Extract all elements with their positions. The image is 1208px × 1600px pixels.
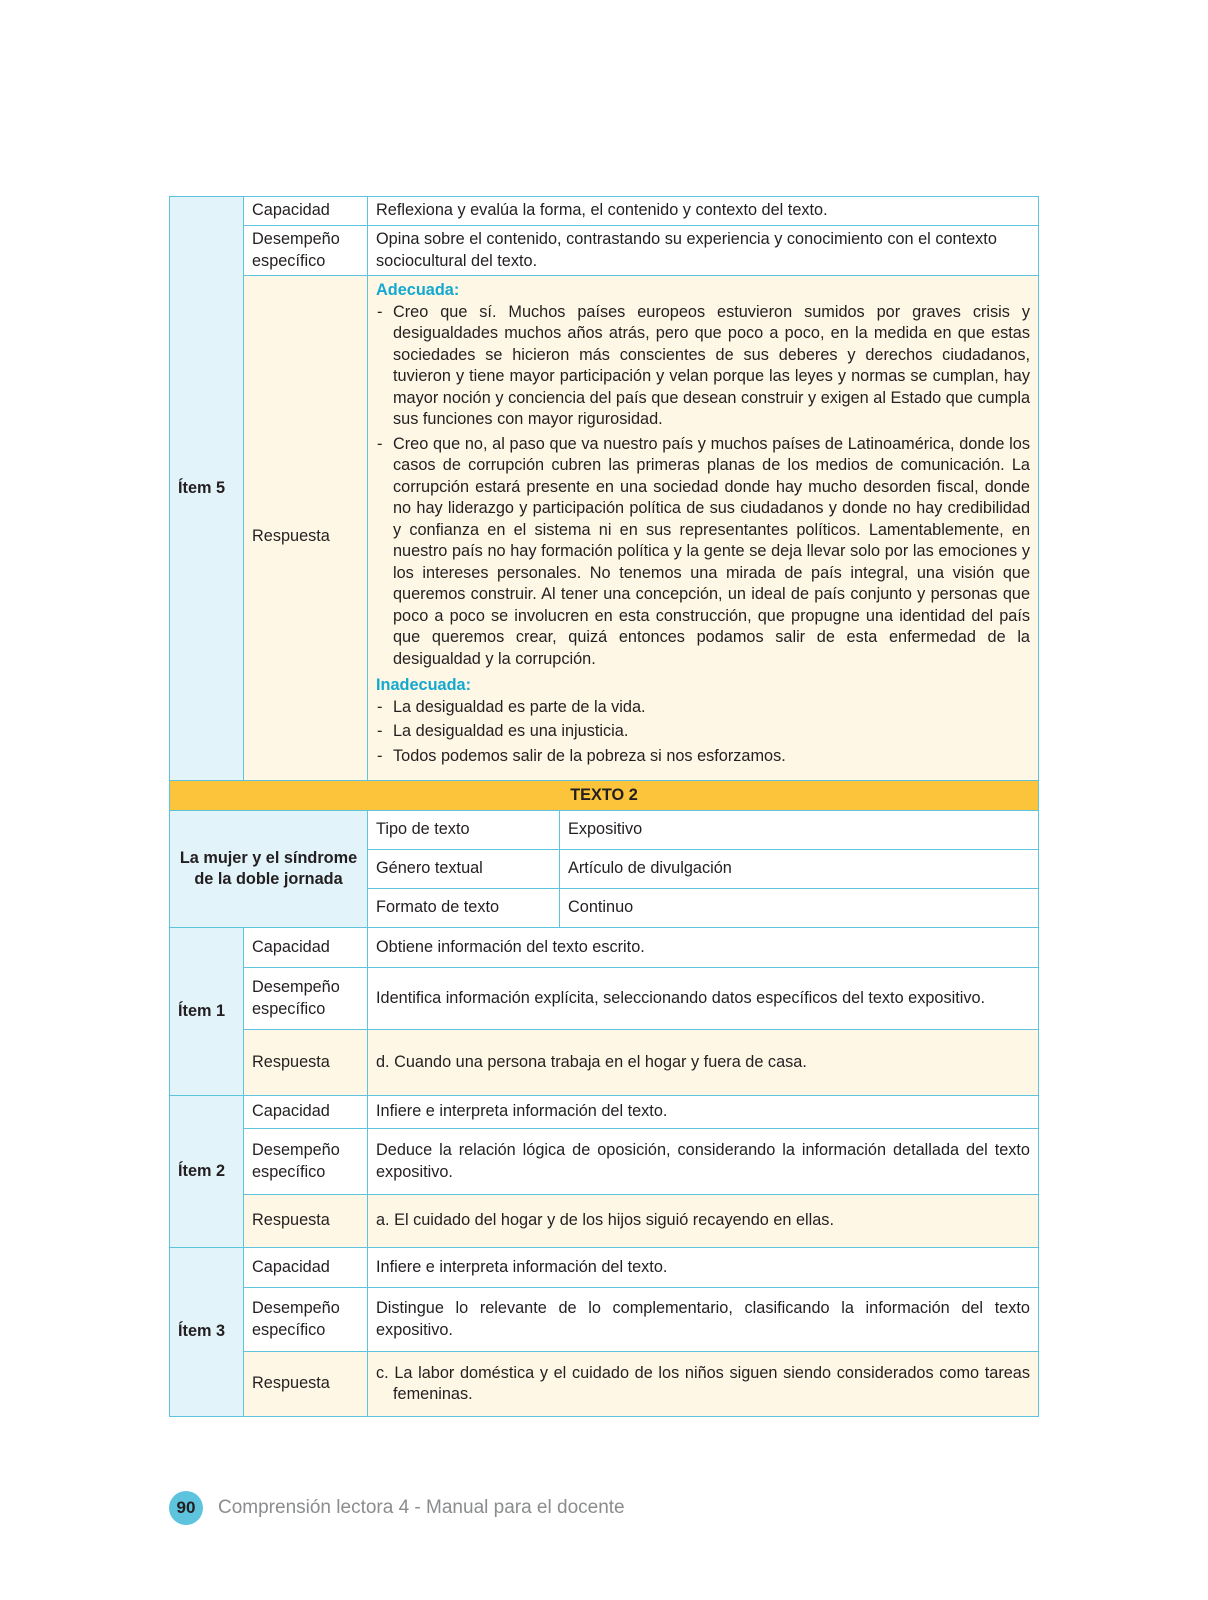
desempeno-label: Desempeño específico <box>244 1288 368 1352</box>
desempeno-label: Desempeño específico <box>244 968 368 1030</box>
genero-textual-label: Género textual <box>368 850 560 889</box>
tipo-texto-value: Expositivo <box>560 811 1039 850</box>
desempeno-value: Identifica información explícita, seleccionando datos específicos del texto expositivo. <box>368 968 1039 1030</box>
respuesta-label: Respuesta <box>244 1030 368 1096</box>
assessment-table <box>169 196 1039 1417</box>
list-item: - Creo que no, al paso que va nuestro país y muchos países de Latinoamérica, donde los casos de corrupción cubren las primeras planas de los medios de comunicación. La corrupción estará presente en una sociedad donde hay mucho desorden fiscal, donde no hay liderazgo y participación política de sus ciudadanos y donde no hay credibilidad y confianza en el sistema ni en sus representantes políticos. Lamentablemente, en nuestro país no hay formación política y la gente se deja llevar solo por las emociones y los intereses personales. No tenemos una mirada de país integral, una visión que queremos construir. Al tener una concepción, un ideal de país conjunto y personas que poco a poco se involucren en esta construcción, que propugne una identidad del país que queremos crear, quizá entonces podamos salir de esta enfermedad de la desigualdad y la corrupción. <box>376 434 1030 671</box>
item-1-label: Ítem 1 <box>170 928 244 1096</box>
item-2-label: Ítem 2 <box>170 1096 244 1248</box>
formato-texto-value: Continuo <box>560 889 1039 928</box>
page-footer <box>169 1491 625 1525</box>
text-title: La mujer y el síndrome de la doble jornada <box>170 811 368 928</box>
capacidad-label: Capacidad <box>244 928 368 968</box>
footer-title: Comprensión lectora 4 - Manual para el docente <box>218 1497 625 1518</box>
capacidad-value: Infiere e interpreta información del texto. <box>368 1248 1039 1288</box>
capacidad-label: Capacidad <box>244 197 368 226</box>
list-item: - La desigualdad es una injusticia. <box>376 721 1030 743</box>
list-item: - La desigualdad es parte de la vida. <box>376 697 1030 719</box>
respuesta-value: a. El cuidado del hogar y de los hijos siguió recayendo en ellas. <box>368 1195 1039 1248</box>
desempeno-value: Opina sobre el contenido, contrastando su experiencia y conocimiento con el contexto sociocultural del texto. <box>368 226 1039 276</box>
texto-2-header: TEXTO 2 <box>170 781 1039 811</box>
respuesta-text: c. La labor doméstica y el cuidado de los niños siguen siendo considerados como tareas femeninas. <box>376 1363 1030 1403</box>
capacidad-value: Infiere e interpreta información del texto. <box>368 1096 1039 1129</box>
desempeno-value: Deduce la relación lógica de oposición, considerando la información detallada del texto expositivo. <box>368 1129 1039 1195</box>
genero-textual-value: Artículo de divulgación <box>560 850 1039 889</box>
respuesta-value: d. Cuando una persona trabaja en el hogar y fuera de casa. <box>368 1030 1039 1096</box>
list-item: - Creo que sí. Muchos países europeos estuvieron sumidos por graves crisis y desigualdades muchos años atrás, pero que poco a poco, en la medida en que estas sociedades se hicieron más conscientes de sus deberes y derechos ciudadanos, tuvieron y tiene mayor participación y velan porque las leyes y normas se cumplan, hay mayor noción y conciencia del país que desean construir y exigen al Estado que cumpla sus funciones con mayor rigurosidad. <box>376 302 1030 431</box>
formato-texto-label: Formato de texto <box>368 889 560 928</box>
desempeno-label: Desempeño específico <box>244 1129 368 1195</box>
desempeno-label: Desempeño específico <box>244 226 368 276</box>
item-5-label: Ítem 5 <box>170 197 244 781</box>
capacidad-label: Capacidad <box>244 1096 368 1129</box>
inadecuada-list <box>376 697 1030 768</box>
respuesta-label: Respuesta <box>244 1195 368 1248</box>
capacidad-value: Reflexiona y evalúa la forma, el contenido y contexto del texto. <box>368 197 1039 226</box>
page-number-badge: 90 <box>169 1491 203 1525</box>
tipo-texto-label: Tipo de texto <box>368 811 560 850</box>
item-3-label: Ítem 3 <box>170 1248 244 1417</box>
respuesta-value <box>368 276 1039 781</box>
respuesta-value <box>368 1352 1039 1417</box>
adecuada-list <box>376 302 1030 671</box>
adecuada-heading: Adecuada: <box>376 281 460 299</box>
desempeno-value: Distingue lo relevante de lo complementario, clasificando la información del texto expositivo. <box>368 1288 1039 1352</box>
respuesta-label: Respuesta <box>244 1352 368 1417</box>
respuesta-label: Respuesta <box>244 276 368 781</box>
capacidad-value: Obtiene información del texto escrito. <box>368 928 1039 968</box>
list-item: - Todos podemos salir de la pobreza si nos esforzamos. <box>376 746 1030 768</box>
capacidad-label: Capacidad <box>244 1248 368 1288</box>
inadecuada-heading: Inadecuada: <box>376 676 472 694</box>
